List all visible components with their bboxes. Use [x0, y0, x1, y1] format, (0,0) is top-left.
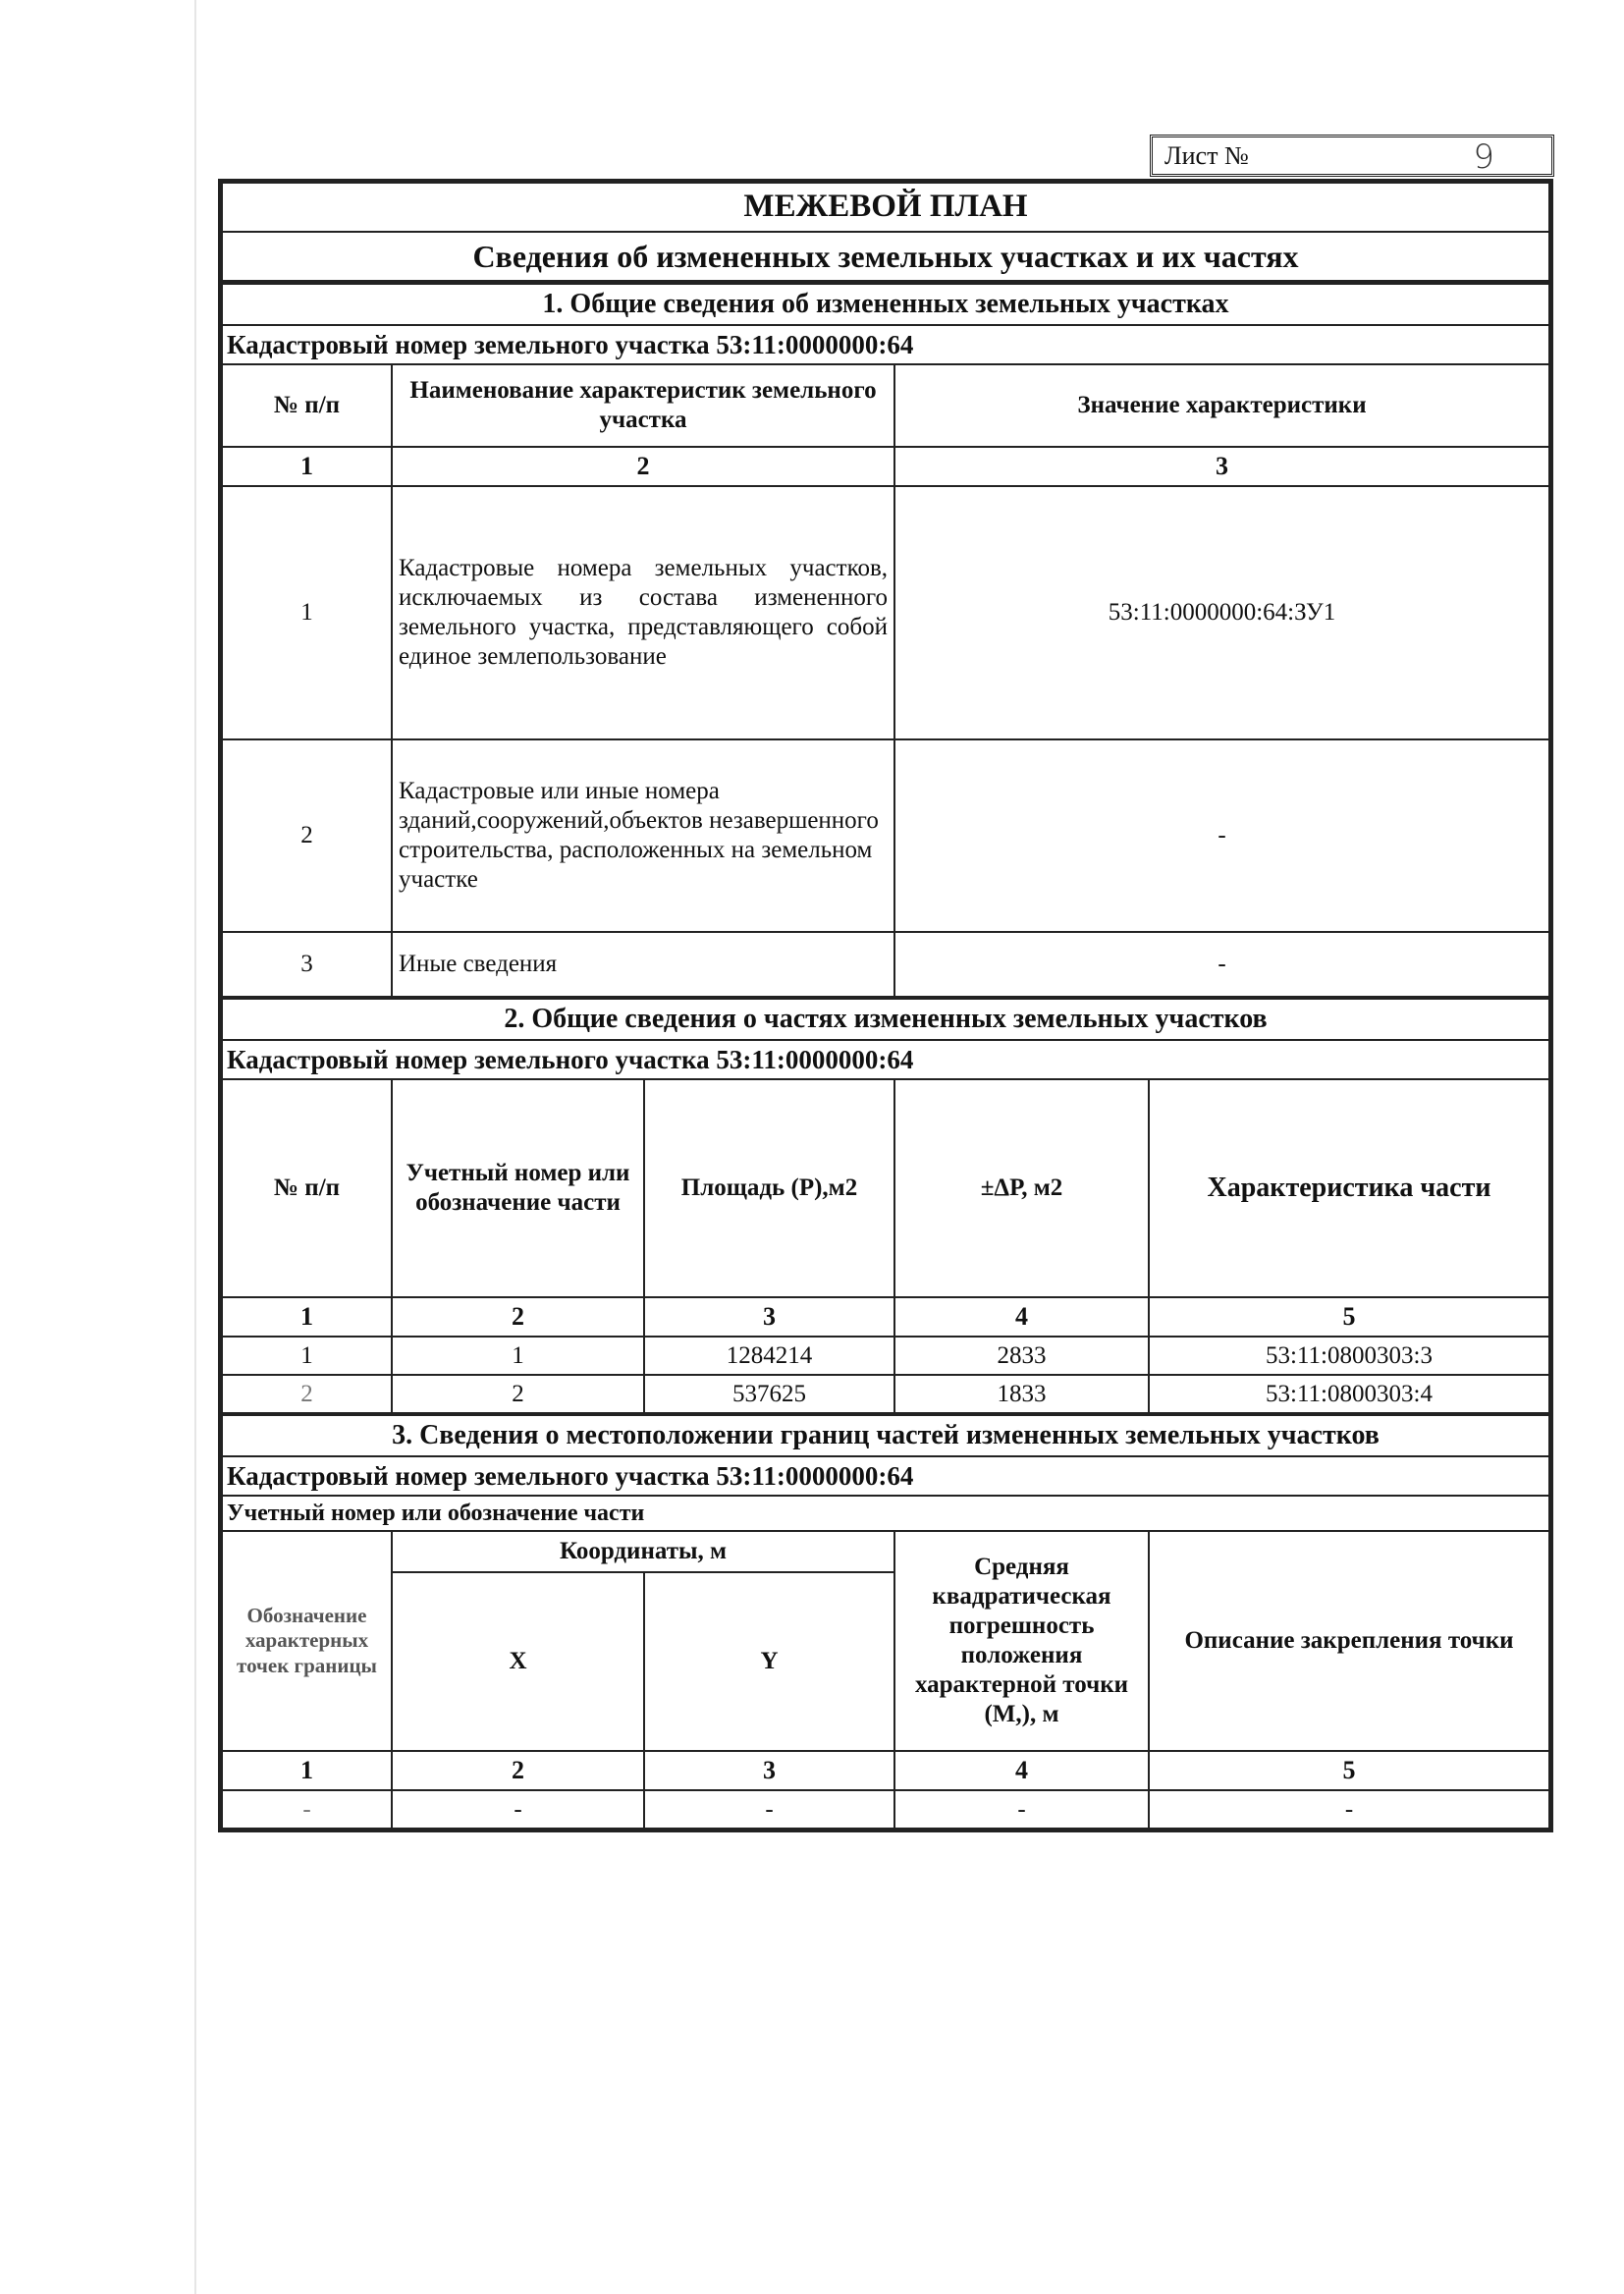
s1-row-name: Иные сведения	[392, 932, 894, 997]
s1-header-name: Наименование характеристик земельного участка	[392, 364, 894, 447]
s1-row-num: 3	[222, 932, 392, 997]
sheet-number-box	[1150, 135, 1554, 177]
s3-colnum: 2	[392, 1751, 644, 1790]
s2-cell: 1833	[894, 1375, 1149, 1413]
s3-header-point: Обозначение характерных точек границы	[222, 1531, 392, 1751]
sheet-label: Лист №	[1164, 140, 1249, 170]
s3-header-y: Y	[644, 1572, 894, 1751]
s2-cell: 2	[392, 1375, 644, 1413]
document-subtitle: Сведения об измененных земельных участках и их частях	[222, 232, 1549, 281]
section2-heading: 2. Общие сведения о частях измененных земельных участков	[222, 999, 1549, 1040]
s2-colnum: 5	[1149, 1297, 1549, 1337]
s1-header-value: Значение характеристики	[894, 364, 1549, 447]
table-row	[222, 1337, 1549, 1375]
section3-heading: 3. Сведения о местоположении границ частей измененных земельных участков	[222, 1415, 1549, 1456]
document-title: МЕЖЕВОЙ ПЛАН	[222, 183, 1549, 232]
section3-table	[221, 1414, 1550, 1830]
title-table	[221, 182, 1550, 282]
s2-colnum: 4	[894, 1297, 1149, 1337]
s1-colnum: 1	[222, 447, 392, 486]
s3-header-coords: Координаты, м	[392, 1531, 894, 1572]
s3-header-x: X	[392, 1572, 644, 1751]
section1-cadastral: Кадастровый номер земельного участка 53:11:0000000:64	[222, 325, 1549, 364]
s3-header-error: Средняя квадратическая погрешность положения характерной точки (М,), м	[894, 1531, 1149, 1751]
table-row	[222, 1375, 1549, 1413]
s1-row-value: -	[894, 739, 1549, 932]
s3-colnum: 3	[644, 1751, 894, 1790]
section2-cadastral: Кадастровый номер земельного участка 53:11:0000000:64	[222, 1040, 1549, 1079]
s2-header-area: Площадь (Р),м2	[644, 1079, 894, 1297]
section1-table	[221, 282, 1550, 998]
s2-cell: 537625	[644, 1375, 894, 1413]
s1-row-name: Кадастровые или иные номера зданий,сооружений,объектов незавершенного строительства, расположенных на земельном участке	[392, 739, 894, 932]
section3-account-label: Учетный номер или обозначение части	[222, 1496, 1549, 1531]
s1-row-num: 1	[222, 486, 392, 739]
s2-cell: 1	[222, 1337, 392, 1375]
table-row	[222, 739, 1549, 932]
s2-header-num: № п/п	[222, 1079, 392, 1297]
s3-colnum: 5	[1149, 1751, 1549, 1790]
section2-table	[221, 998, 1550, 1414]
s2-header-delta: ±ΔР, м2	[894, 1079, 1149, 1297]
s3-cell: -	[1149, 1790, 1549, 1829]
scan-edge	[194, 0, 196, 2294]
s2-colnum: 1	[222, 1297, 392, 1337]
boundary-plan-document	[218, 179, 1553, 1832]
s3-cell: -	[894, 1790, 1149, 1829]
s1-colnum: 3	[894, 447, 1549, 486]
s1-colnum: 2	[392, 447, 894, 486]
table-row	[222, 486, 1549, 739]
s3-cell: -	[392, 1790, 644, 1829]
s2-colnum: 2	[392, 1297, 644, 1337]
table-row	[222, 1790, 1549, 1829]
s1-header-num: № п/п	[222, 364, 392, 447]
s2-cell: 53:11:0800303:4	[1149, 1375, 1549, 1413]
s3-colnum: 4	[894, 1751, 1149, 1790]
s3-header-description: Описание закрепления точки	[1149, 1531, 1549, 1751]
s1-row-name: Кадастровые номера земельных участков, исключаемых из состава измененного земельного участка, представляющего собой единое землепользование	[392, 486, 894, 739]
sheet-number: 9	[1473, 137, 1494, 177]
s2-header-characteristic: Характеристика части	[1149, 1079, 1549, 1297]
section3-cadastral: Кадастровый номер земельного участка 53:11:0000000:64	[222, 1456, 1549, 1496]
s2-colnum: 3	[644, 1297, 894, 1337]
s2-cell: 1	[392, 1337, 644, 1375]
section1-heading: 1. Общие сведения об измененных земельных участках	[222, 284, 1549, 326]
s2-cell: 2833	[894, 1337, 1149, 1375]
table-row	[222, 932, 1549, 997]
s2-cell: 2	[222, 1375, 392, 1413]
s3-colnum: 1	[222, 1751, 392, 1790]
s3-cell: -	[222, 1790, 392, 1829]
s2-cell: 1284214	[644, 1337, 894, 1375]
s2-cell: 53:11:0800303:3	[1149, 1337, 1549, 1375]
s2-header-account: Учетный номер или обозначение части	[392, 1079, 644, 1297]
s1-row-num: 2	[222, 739, 392, 932]
s3-cell: -	[644, 1790, 894, 1829]
s1-row-value: 53:11:0000000:64:ЗУ1	[894, 486, 1549, 739]
s1-row-value: -	[894, 932, 1549, 997]
